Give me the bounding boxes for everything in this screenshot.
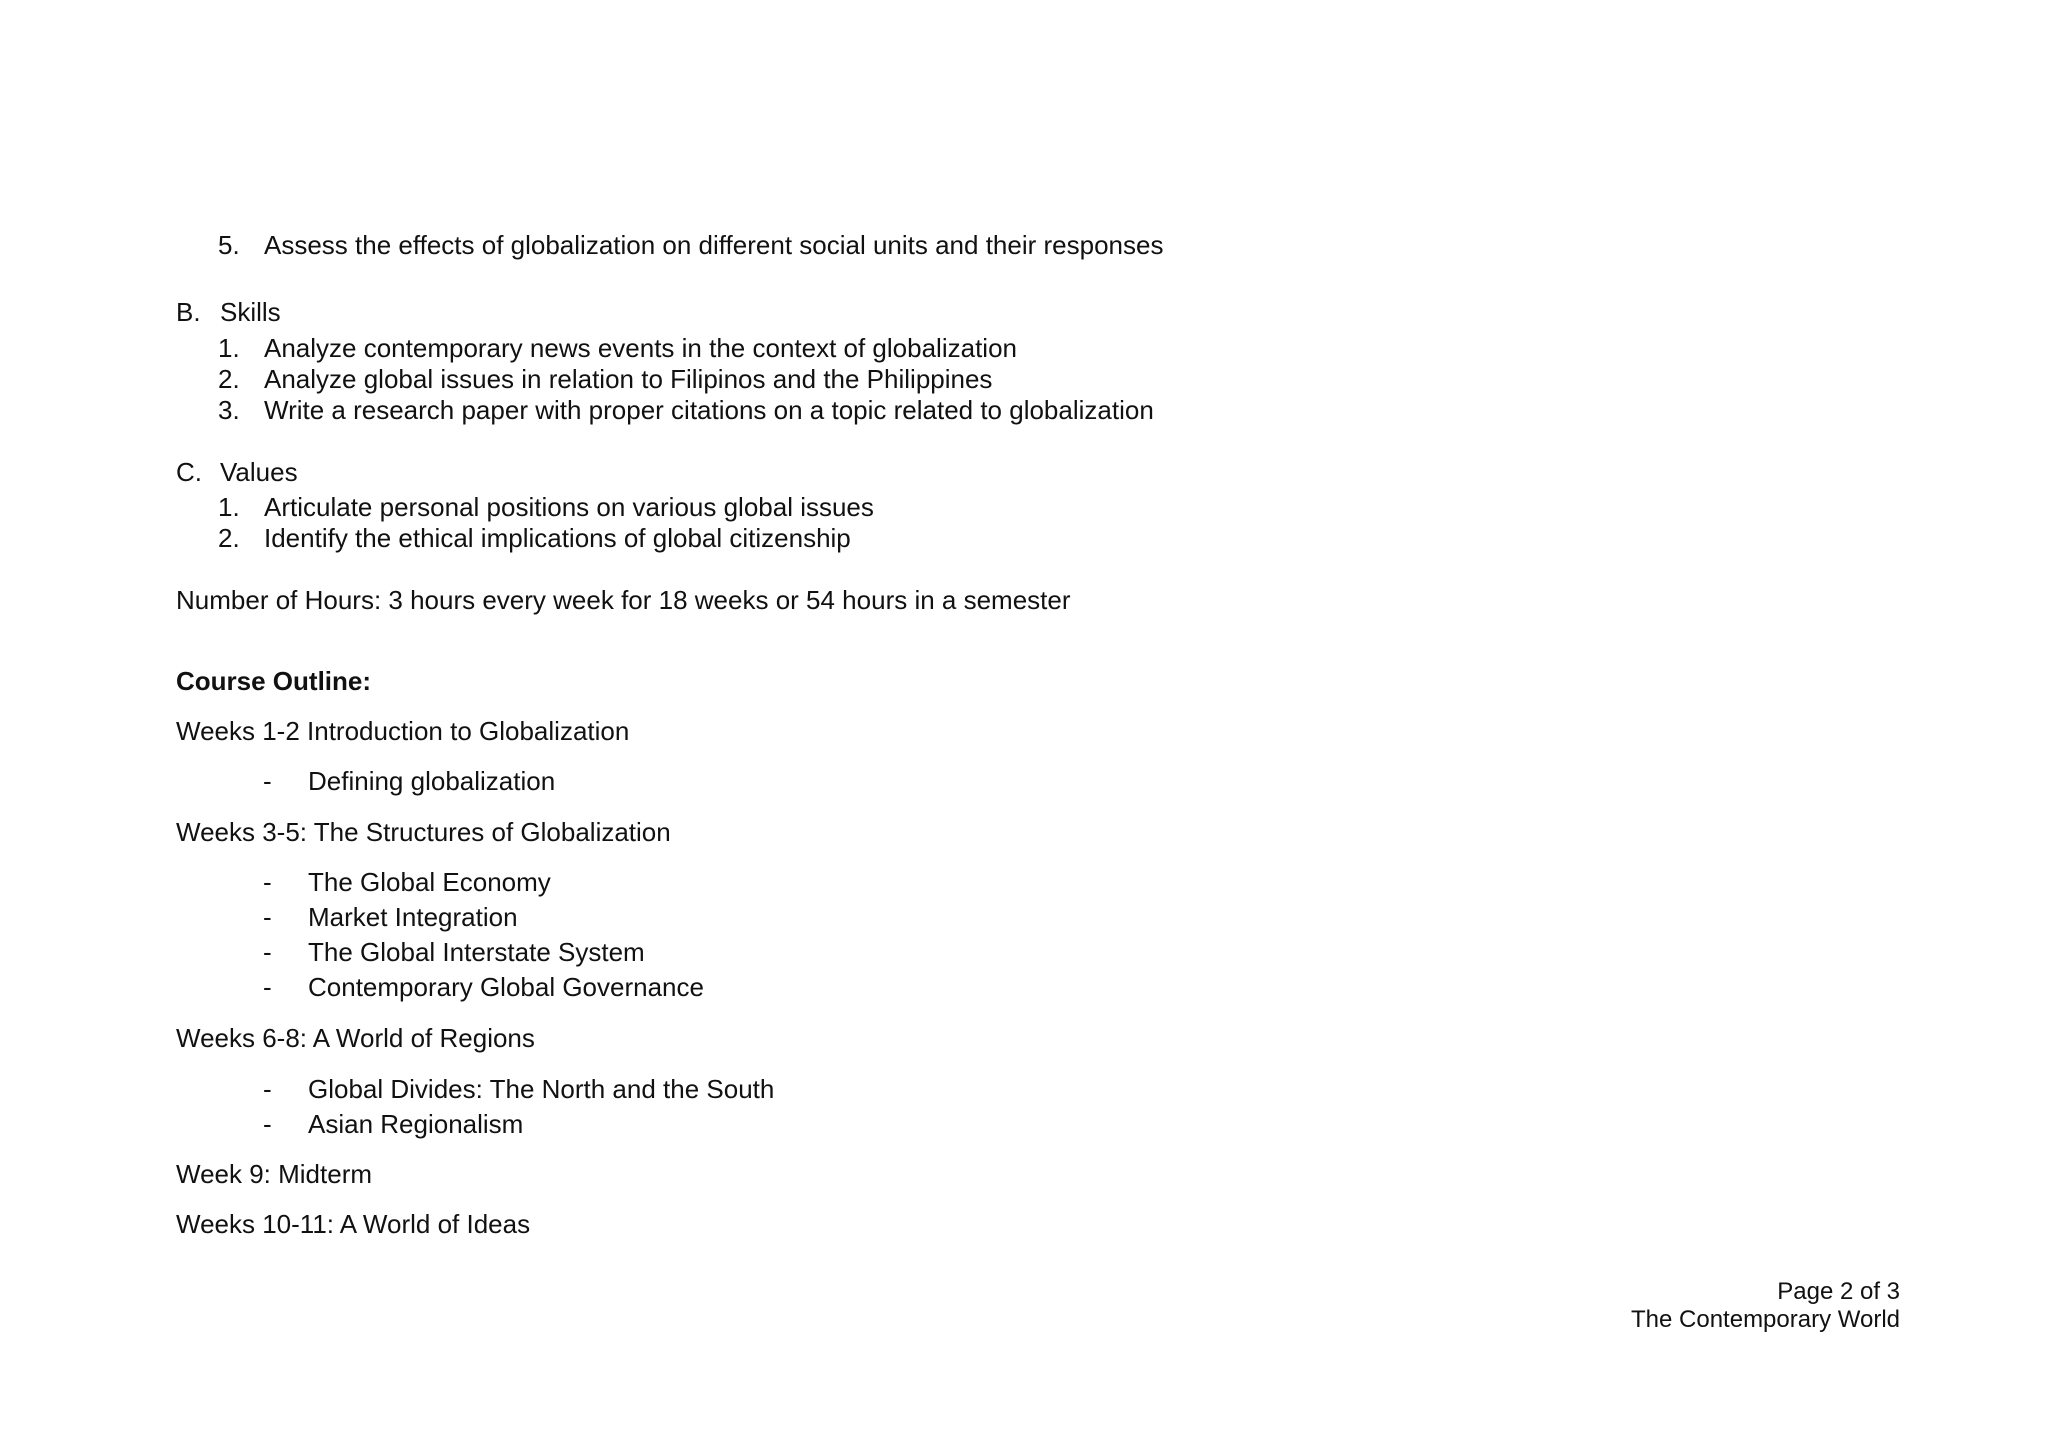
footer-course-title: The Contemporary World (1631, 1306, 1900, 1333)
topic-item: Global Divides: The North and the South (308, 1074, 775, 1104)
topic-item: Contemporary Global Governance (308, 972, 704, 1002)
value-1-text: Articulate personal positions on various global issues (264, 492, 874, 522)
week-9-title: Week 9: Midterm (176, 1159, 373, 1189)
topic-item: The Global Economy (308, 867, 551, 897)
value-2-number: 2. (218, 523, 240, 553)
topic-item: Market Integration (308, 902, 518, 932)
week-1-2-title: Weeks 1-2 Introduction to Globalization (176, 716, 630, 746)
bullet-dash: - (263, 1109, 272, 1139)
number-of-hours: Number of Hours: 3 hours every week for 18 weeks or 54 hours in a semester (176, 585, 1071, 615)
bullet-dash: - (263, 867, 272, 897)
objective-5-text: Assess the effects of globalization on different social units and their responses (264, 230, 1164, 260)
bullet-dash: - (263, 972, 272, 1002)
bullet-dash: - (263, 1074, 272, 1104)
value-2-text: Identify the ethical implications of global citizenship (264, 523, 851, 553)
week-3-5-title: Weeks 3-5: The Structures of Globalization (176, 817, 671, 847)
topic-item: Asian Regionalism (308, 1109, 524, 1139)
skills-section-label: B. (176, 297, 201, 327)
skill-3-number: 3. (218, 395, 240, 425)
value-1-number: 1. (218, 492, 240, 522)
values-section-label: C. (176, 457, 202, 487)
topic-item: Defining globalization (308, 766, 556, 796)
bullet-dash: - (263, 902, 272, 932)
skill-1-text: Analyze contemporary news events in the context of globalization (264, 333, 1017, 363)
values-section-title: Values (220, 457, 298, 487)
bullet-dash: - (263, 937, 272, 967)
week-10-11-title: Weeks 10-11: A World of Ideas (176, 1209, 531, 1239)
week-6-8-title: Weeks 6-8: A World of Regions (176, 1023, 535, 1053)
objective-5-number: 5. (218, 230, 240, 260)
topic-item: The Global Interstate System (308, 937, 645, 967)
skills-section-title: Skills (220, 297, 281, 327)
skill-1-number: 1. (218, 333, 240, 363)
skill-2-text: Analyze global issues in relation to Filipinos and the Philippines (264, 364, 993, 394)
course-outline-heading: Course Outline: (176, 666, 372, 696)
page-number: Page 2 of 3 (1777, 1278, 1900, 1305)
skill-2-number: 2. (218, 364, 240, 394)
bullet-dash: - (263, 766, 272, 796)
skill-3-text: Write a research paper with proper citations on a topic related to globalization (264, 395, 1154, 425)
